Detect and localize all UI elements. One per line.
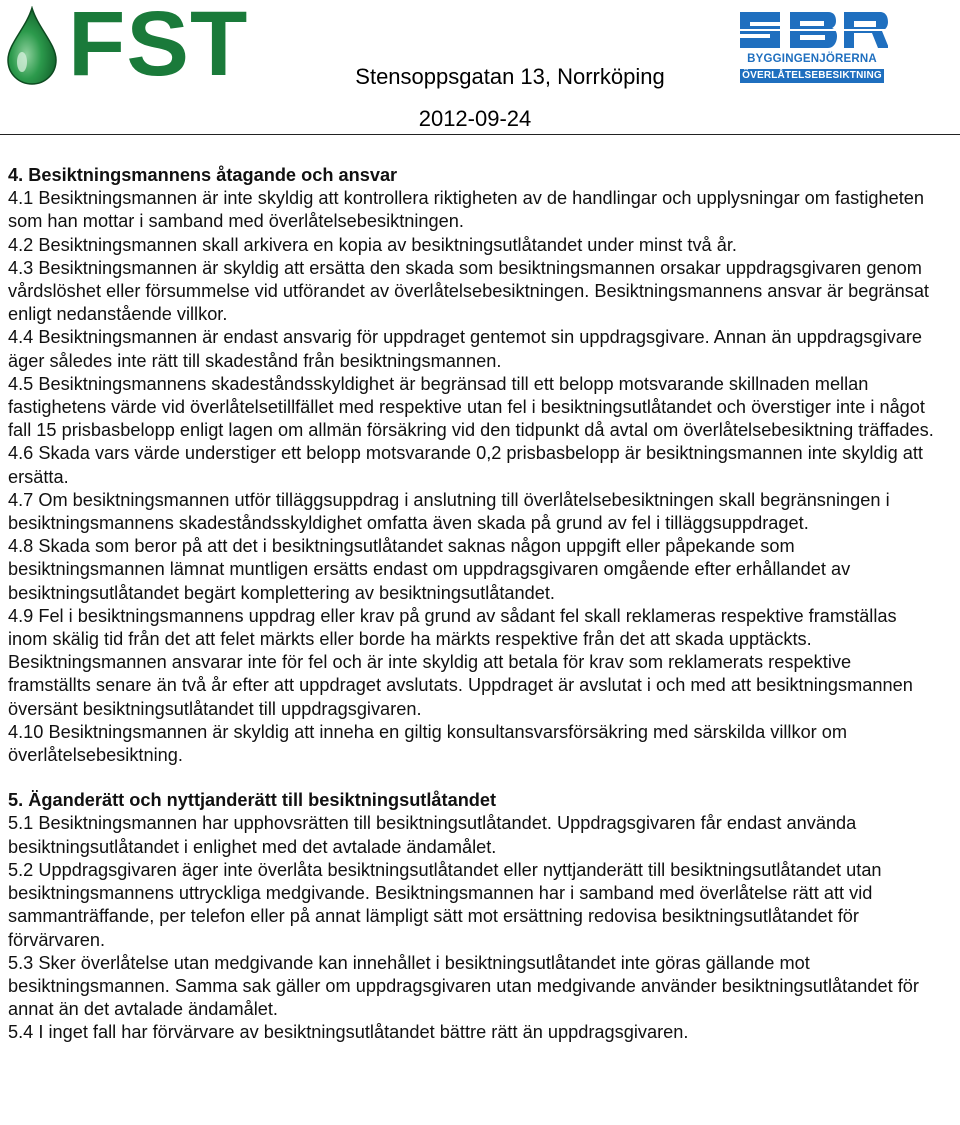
document-date: 2012-09-24 [418, 106, 532, 131]
section-5-heading: 5. Äganderätt och nyttjanderätt till besiktningsutlåtandet [8, 790, 497, 811]
paragraph-5-3: 5.3 Sker överlåtelse utan medgivande kan innehållet i besiktningsutlåtandet inte göras gällande mot besiktningsmannen. Samma sak gäller om uppdragsgivaren utan medgivande använder besiktningsutlåtandet för annat än det avtalade ändamålet. [8, 952, 919, 1020]
sbr-logo-mark [736, 8, 888, 52]
paragraph-4-1: 4.1 Besiktningsmannen är inte skyldig att kontrollera riktigheten av de handlingar och upplysningar om fastigheten som han mottar i samband med överlåtelsebesiktningen. [8, 188, 924, 232]
paragraph-5-4: 5.4 I inget fall har förvärvare av besiktningsutlåtandet bättre rätt än uppdragsgivaren. [8, 1022, 689, 1043]
sbr-logo-line1: BYGGINGENJÖRERNA [747, 53, 877, 65]
address: Stensoppsgatan 13, Norrköping [355, 64, 665, 89]
header-divider [0, 134, 960, 135]
section-spacer [8, 767, 938, 789]
paragraph-5-2: 5.2 Uppdragsgivaren äger inte överlåta besiktningsutlåtandet eller nyttjanderätt till besiktningsutlåtandet utan besiktningsmannens uttryckliga medgivande. Besiktningsmannen har i samband med överlåtelse rätt att vid sammanträffande, per telefon eller på annat lämpligt sätt mot ersättning redovisa besiktningsutlåtandet för förvärvaren. [8, 859, 882, 950]
paragraph-4-5: 4.5 Besiktningsmannens skadeståndsskyldighet är begränsad till ett belopp motsvarande skillnaden mellan fastighetens värde vid överlåtelsetillfället med respektive utan fel i besiktningsutlåtandet och överstiger inte i något fall 15 prisbasbelopp enligt lagen om allmän försäkring vid den tidpunkt då avtal om överlåtelsebesiktning träffades. [8, 373, 934, 441]
paragraph-5-1: 5.1 Besiktningsmannen har upphovsrätten till besiktningsutlåtandet. Uppdragsgivaren får endast använda besiktningsutlåtandet i enlighet med det avtalade ändamålet. [8, 813, 857, 857]
document-body [8, 164, 938, 1045]
paragraph-4-8: 4.8 Skada som beror på att det i besiktningsutlåtandet saknas någon uppgift eller påpekande som besiktningsmannen lämnat muntligen ersätts endast om uppdragsgivaren omgående efter erhållandet av besiktningsutlåtandet begärt komplettering av besiktningsutlåtandet. [8, 536, 851, 603]
sbr-logo-line2: ÖVERLÅTELSEBESIKTNING [740, 69, 884, 83]
page-header [0, 0, 960, 136]
paragraph-4-9: 4.9 Fel i besiktningsmannens uppdrag eller krav på grund av sådant fel skall reklameras respektive framställas inom skälig tid från det att felet märkts eller borde ha märkts respektive från det att skada upptäckts. Besiktningsmannen ansvarar inte för fel och är inte skyldig att betala för krav som reklamerats respektive framställts senare än två år efter att uppdraget avslutats. Uppdraget är avslutat i och med att besiktningsmannen översänt besiktningsutlåtandet till uppdragsgivaren. [8, 605, 913, 719]
paragraph-4-7: 4.7 Om besiktningsmannen utför tilläggsuppdrag i anslutning till överlåtelsebesiktningen skall begränsningen i besiktningsmannens skadeståndsskyldighet omfatta även skada på grund av fel i tilläggsuppdraget. [8, 489, 890, 534]
paragraph-4-2: 4.2 Besiktningsmannen skall arkivera en kopia av besiktningsutlåtandet under minst två år. [8, 234, 737, 255]
section-4-heading: 4. Besiktningsmannens åtagande och ansvar [8, 165, 398, 185]
sbr-logo [736, 8, 888, 88]
paragraph-4-10: 4.10 Besiktningsmannen är skyldig att inneha en giltig konsultansvarsförsäkring med särskilda villkor om överlåtelsebesiktning. [8, 721, 848, 766]
fst-logo-text: FST [68, 0, 249, 95]
paragraph-4-3: 4.3 Besiktningsmannen är skyldig att ersätta den skada som besiktningsmannen orsakar uppdragsgivaren genom vårdslöshet eller försummelse vid utförandet av överlåtelsebesiktningen. Besiktningsmannens ansvar är begränsat enligt nedanstående villkor. [8, 257, 929, 325]
paragraph-4-4: 4.4 Besiktningsmannen är endast ansvarig för uppdraget gentemot sin uppdragsgivare. Annan än uppdragsgivare äger således inte rätt till skadestånd från besiktningsmannen. [8, 327, 923, 371]
fst-logo [4, 0, 274, 95]
water-drop-icon [4, 6, 60, 86]
paragraph-4-6: 4.6 Skada vars värde understiger ett belopp motsvarande 0,2 prisbasbelopp är besiktningsmannen inte skyldig att ersätta. [8, 443, 923, 487]
